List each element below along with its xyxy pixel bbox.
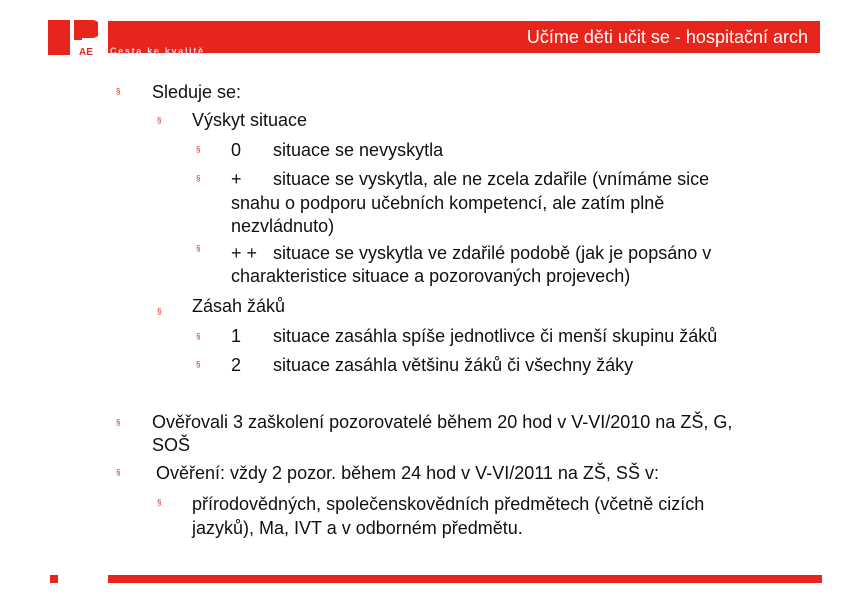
- list-item: situace zasáhla spíše jednotlivce či menší skupinu žáků: [273, 326, 718, 346]
- list-item-marker: +: [231, 169, 242, 189]
- list-item-continuation: nezvládnuto): [231, 216, 335, 236]
- list-item: Ověřovali 3 zaškolení pozorovatelé během 20 hod v V-VI/2010 na ZŠ, G,: [152, 412, 733, 432]
- logo-text: AE: [79, 47, 93, 58]
- bullet-icon: §: [196, 360, 201, 369]
- list-item: situace se nevyskytla: [273, 140, 444, 160]
- list-item: Zásah žáků: [192, 296, 286, 316]
- list-item-marker: + +: [231, 243, 258, 263]
- bullet-icon: §: [196, 332, 201, 341]
- bullet-icon: §: [157, 116, 162, 125]
- tagline: Cesta ke kvalitě: [110, 46, 205, 56]
- bullet-icon: §: [157, 307, 162, 316]
- footer-square: [50, 575, 58, 583]
- list-item: situace se vyskytla, ale ne zcela zdařile (vnímáme sice: [273, 169, 710, 189]
- list-item: situace zasáhla většinu žáků či všechny žáky: [273, 355, 634, 375]
- list-item: přírodovědných, společenskovědních předmětech (včetně cizích: [192, 494, 705, 514]
- list-item-marker: 1: [231, 326, 242, 346]
- list-item-continuation: jazyků), Ma, IVT a v odborném předmětu.: [192, 518, 523, 538]
- bullet-icon: §: [116, 418, 121, 427]
- header-bar: [108, 21, 820, 53]
- footer-bar: [108, 575, 822, 583]
- list-item-marker: 0: [231, 140, 242, 160]
- bullet-icon: §: [116, 468, 121, 477]
- list-item: Ověření: vždy 2 pozor. během 24 hod v V-VI/2011 na ZŠ, SŠ v:: [156, 463, 659, 483]
- bullet-icon: §: [157, 498, 162, 507]
- bullet-icon: §: [196, 145, 201, 154]
- bullet-icon: §: [196, 174, 201, 183]
- bullet-icon: §: [116, 87, 121, 96]
- list-item: situace se vyskytla ve zdařilé podobě (jak je popsáno v: [273, 243, 712, 263]
- page-title: Učíme děti učit se - hospitační arch: [526, 27, 808, 47]
- list-item-continuation: charakteristice situace a pozorovaných projevech): [231, 266, 631, 286]
- list-item-continuation: SOŠ: [152, 435, 191, 455]
- bullet-icon: §: [196, 244, 201, 253]
- list-item: Sleduje se:: [152, 82, 242, 102]
- list-item: Výskyt situace: [192, 110, 308, 130]
- list-item-marker: 2: [231, 355, 242, 375]
- list-item-continuation: snahu o podporu učebních kompetencí, ale zatím plně: [231, 193, 665, 213]
